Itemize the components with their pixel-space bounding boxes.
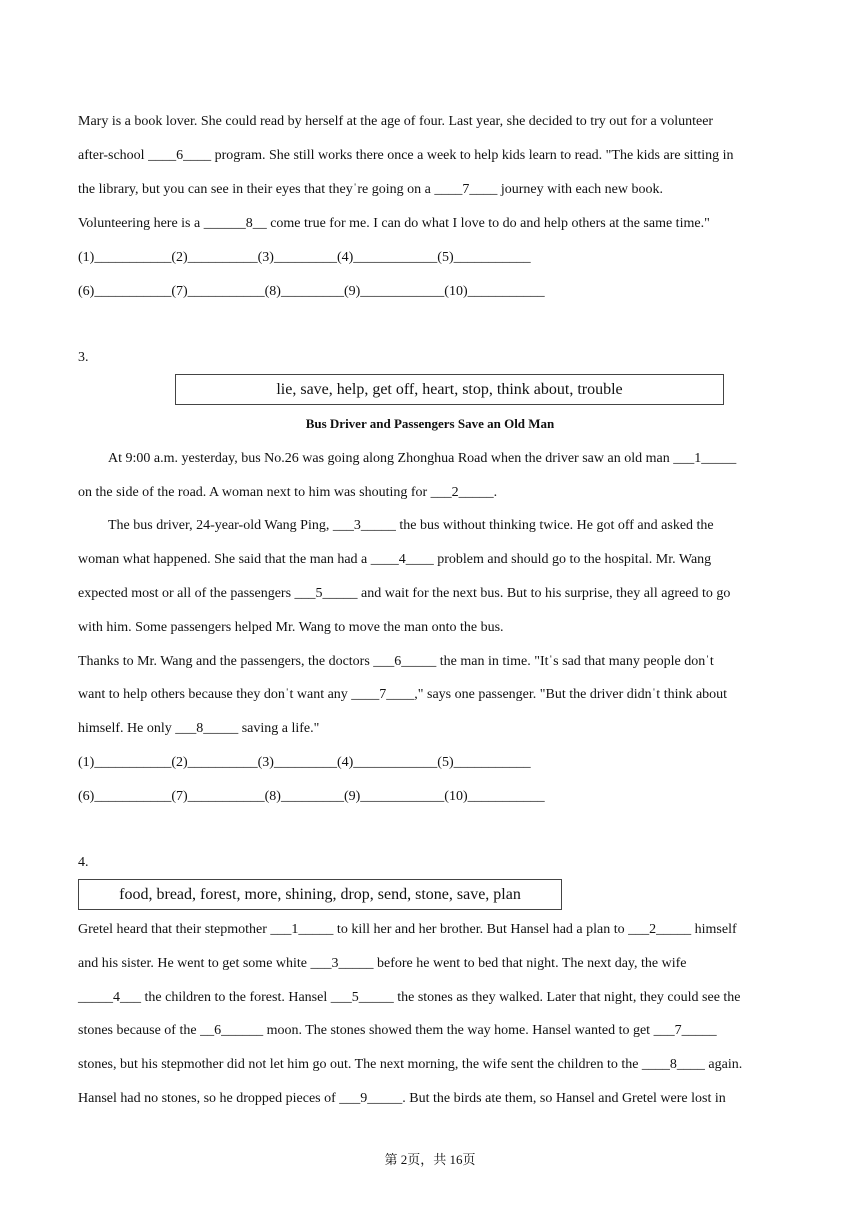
answer-blanks-row: (6)___________(7)___________(8)_________(9)____________(10)___________ xyxy=(78,284,545,299)
text-line: expected most or all of the passengers ___5_____ and wait for the next bus. But to his surprise, they all agreed to go xyxy=(78,586,731,601)
text-line: Hansel had no stones, so he dropped pieces of ___9_____. But the birds ate them, so Hansel and Gretel were lost in xyxy=(78,1091,726,1106)
question-number: 3. xyxy=(78,350,89,365)
text-line: Gretel heard that their stepmother ___1_____ to kill her and her brother. But Hansel had a plan to ___2_____ himself xyxy=(78,922,737,937)
word-bank-box: lie, save, help, get off, heart, stop, think about, trouble xyxy=(175,374,724,405)
text-line: on the side of the road. A woman next to him was shouting for ___2_____. xyxy=(78,485,498,500)
question-number: 4. xyxy=(78,855,89,870)
word-bank-box: food, bread, forest, more, shining, drop, send, stone, save, plan xyxy=(78,879,562,910)
text-line: At 9:00 a.m. yesterday, bus No.26 was going along Zhonghua Road when the driver saw an old man ___1_____ xyxy=(108,451,737,466)
passage-title: Bus Driver and Passengers Save an Old Man xyxy=(305,416,555,431)
text-line: after-school ____6____ program. She still works there once a week to help kids learn to read. "The kids are sitting in xyxy=(78,148,734,163)
text-line: Mary is a book lover. She could read by herself at the age of four. Last year, she decided to try out for a volunteer xyxy=(78,114,714,129)
text-line: with him. Some passengers helped Mr. Wang to move the man onto the bus. xyxy=(78,620,504,635)
text-line: stones because of the __6______ moon. The stones showed them the way home. Hansel wanted to get ___7_____ xyxy=(78,1023,717,1038)
text-line: want to help others because they donˈt want any ____7____," says one passenger. "But the driver didnˈt think about xyxy=(78,687,728,702)
text-line: The bus driver, 24-year-old Wang Ping, ___3_____ the bus without thinking twice. He got off and asked the xyxy=(108,518,714,533)
text-line: stones, but his stepmother did not let him go out. The next morning, the wife sent the children to the ____8____ again. xyxy=(78,1057,743,1072)
answer-blanks-row: (6)___________(7)___________(8)_________(9)____________(10)___________ xyxy=(78,789,545,804)
text-line: Thanks to Mr. Wang and the passengers, the doctors ___6_____ the man in time. "Itˈs sad that many people donˈt xyxy=(78,654,714,669)
text-line: _____4___ the children to the forest. Hansel ___5_____ the stones as they walked. Later that night, they could see the xyxy=(78,990,741,1005)
text-line: and his sister. He went to get some white ___3_____ before he went to bed that night. The next day, the wife xyxy=(78,956,687,971)
answer-blanks-row: (1)___________(2)__________(3)_________(4)____________(5)___________ xyxy=(78,250,531,265)
text-line: woman what happened. She said that the man had a ____4____ problem and should go to the hospital. Mr. Wang xyxy=(78,552,712,567)
text-line: the library, but you can see in their eyes that theyˈre going on a ____7____ journey with each new book. xyxy=(78,182,663,197)
text-line: Volunteering here is a ______8__ come true for me. I can do what I love to do and help others at the same time." xyxy=(78,216,710,231)
text-line: himself. He only ___8_____ saving a life." xyxy=(78,721,320,736)
answer-blanks-row: (1)___________(2)__________(3)_________(4)____________(5)___________ xyxy=(78,755,531,770)
page-footer: 第 2页，共 16页 xyxy=(384,1152,476,1167)
